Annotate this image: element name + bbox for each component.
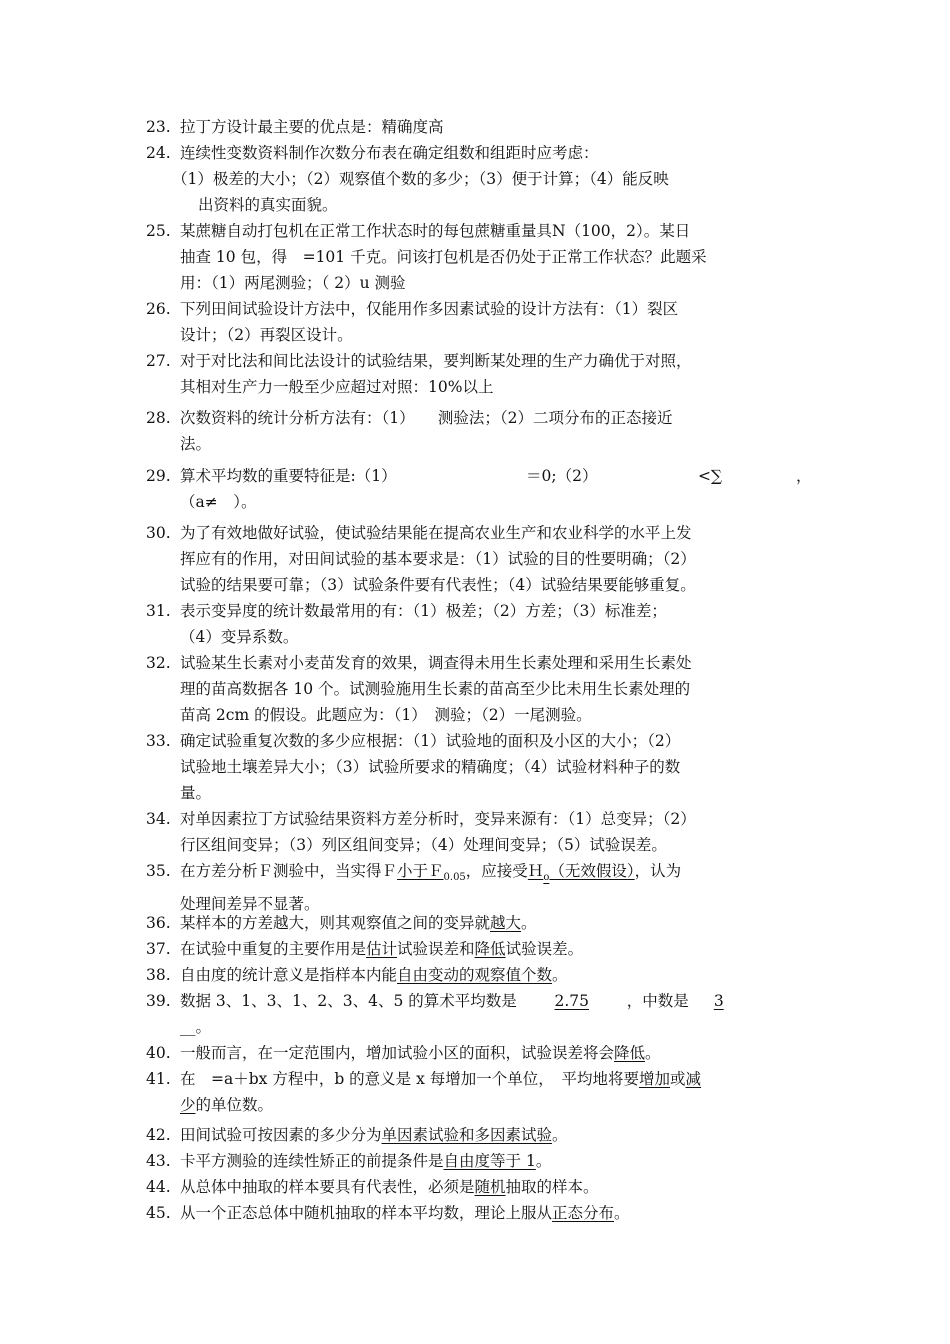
- question-text-row: [146, 1092, 816, 1118]
- question-text: 量。: [180, 784, 212, 802]
- subscript-text: 0.05: [443, 872, 466, 883]
- question-34: [146, 806, 816, 858]
- answer-text: 减: [685, 1070, 702, 1088]
- question-text: 连续性变数资料制作次数分布表在确定组数和组距时应考虑：: [180, 144, 599, 162]
- question-text: 试验某生长素对小麦苗发育的效果，调查得未用生长素处理和采用生长素处: [180, 654, 692, 672]
- question-text: 算术平均数的重要特征是:（1）: [180, 467, 397, 485]
- question-30: [146, 520, 816, 598]
- question-text: 次数资料的统计分析方法有：（1） 测验法；（2）二项分布的正态接近: [180, 409, 673, 427]
- question-32: [146, 650, 816, 728]
- question-text: 抽查 10 包，得 =101 千克。问该打包机是否仍处于正常工作状态？此题采: [180, 248, 707, 266]
- question-number: 41.: [146, 1070, 171, 1088]
- answer-text: 降低: [474, 940, 506, 958]
- answer-text: 少: [180, 1096, 196, 1114]
- question-text: 卡平方测验的连续性矫正的前提条件是: [180, 1152, 444, 1170]
- question-text-row: [146, 910, 816, 936]
- question-text: 挥应有的作用，对田间试验的基本要求是：（1）试验的目的性要明确；（2）: [180, 550, 696, 568]
- question-text: 。: [614, 1204, 630, 1222]
- question-number: 45.: [146, 1204, 171, 1222]
- answer-text: 小于Ｆ: [397, 862, 444, 880]
- question-text: 从一个正态总体中随机抽取的样本平均数，理论上服从: [180, 1204, 553, 1222]
- question-25: [146, 218, 816, 296]
- question-text: 对单因素拉丁方试验结果资料方差分析时，变异来源有：（1）总变异；（2）: [180, 810, 696, 828]
- question-37: [146, 936, 816, 962]
- question-36: [146, 910, 816, 936]
- question-text: 。: [195, 1018, 212, 1036]
- question-text-row: [146, 1148, 816, 1174]
- question-number: 40.: [146, 1044, 171, 1062]
- question-number: 23.: [146, 118, 171, 136]
- question-text: 。: [535, 1152, 552, 1170]
- question-text: 的单位数。: [195, 1096, 274, 1114]
- question-text-row: [146, 1200, 816, 1226]
- question-text: ，: [796, 467, 812, 485]
- subscript-text: o: [543, 872, 550, 883]
- question-38: [146, 962, 816, 988]
- question-text-row: [146, 936, 816, 962]
- question-text: （a≠ ）。: [180, 493, 257, 511]
- question-text: 某蔗糖自动打包机在正常工作状态时的每包蔗糖重量具N（100，2）。某日: [180, 222, 691, 240]
- question-text: 处理间差异不显著。: [180, 895, 320, 913]
- question-text: 从总体中抽取的样本要具有代表性，必须是: [180, 1178, 475, 1196]
- answer-text: 3: [713, 992, 724, 1010]
- question-text: 。: [552, 1126, 568, 1144]
- question-text: 。: [645, 1044, 661, 1062]
- question-39: [146, 988, 816, 1040]
- question-31: [146, 598, 816, 650]
- question-41: [146, 1066, 816, 1118]
- question-text: 用：（1）两尾测验；（ 2）u 测验: [180, 274, 406, 292]
- question-text: 法。: [180, 435, 212, 453]
- question-text: ，中数是: [626, 992, 689, 1010]
- question-text-row: [146, 1014, 816, 1040]
- question-number: 43.: [146, 1152, 171, 1170]
- question-text: 某样本的方差越大，则其观察值之间的变异就: [180, 914, 491, 932]
- answer-text: 正态分布: [552, 1204, 615, 1222]
- question-text: __: [180, 1018, 196, 1036]
- question-number: 39.: [146, 992, 171, 1010]
- question-text-row: [146, 858, 816, 891]
- question-text: 下列田间试验设计方法中，仅能用作多因素试验的设计方法有：（1）裂区: [180, 300, 679, 318]
- question-number: 30.: [146, 524, 171, 542]
- question-text-row: [146, 1122, 816, 1148]
- question-text: 在试验中重复的主要作用是: [180, 940, 367, 958]
- question-text: 行区组间变异；（3）列区组间变异；（4）处理间变异；（5）试验误差。: [180, 836, 667, 854]
- answer-text: 越大: [490, 914, 522, 932]
- question-number: 37.: [146, 940, 171, 958]
- question-text: 试验误差和: [397, 940, 475, 958]
- question-text: 理的苗高数据各 10 个。试测验施用生长素的苗高至少比未用生长素处理的: [180, 680, 691, 698]
- question-number: 31.: [146, 602, 171, 620]
- question-text: 为了有效地做好试验，使试验结果能在提高农业生产和农业科学的水平上发: [180, 524, 692, 542]
- question-text: 其相对生产力一般至少应超过对照：10%以上: [180, 378, 494, 396]
- question-number: 44.: [146, 1178, 171, 1196]
- question-number: 28.: [146, 409, 171, 427]
- question-43: [146, 1148, 816, 1174]
- answer-text: （无效假设）: [549, 862, 635, 880]
- question-text-row: [146, 962, 816, 988]
- answer-text: 增加: [639, 1070, 671, 1088]
- question-42: [146, 1122, 816, 1148]
- question-23: [146, 114, 816, 140]
- question-number: 24.: [146, 144, 171, 162]
- answer-text: 降低: [614, 1044, 646, 1062]
- question-text: 对于对比法和间比法设计的试验结果，要判断某处理的生产力确优于对照，: [180, 352, 692, 370]
- question-text: 试验地土壤差异大小；（3）试验所要求的精确度；（4）试验材料种子的数: [180, 758, 681, 776]
- answer-text: 估计: [366, 940, 398, 958]
- question-number: 33.: [146, 732, 171, 750]
- question-text: （4）变异系数。: [180, 628, 299, 646]
- question-28: [146, 405, 816, 457]
- question-text: <∑: [698, 467, 723, 485]
- question-text: 试验的结果要可靠；（3）试验条件要有代表性；（4）试验结果要能够重复。: [180, 576, 696, 594]
- question-text: 苗高 2cm 的假设。此题应为：（1） 测验；（2）一尾测验。: [180, 706, 592, 724]
- question-text-row: [146, 1174, 816, 1200]
- answer-text: 自由度等于 1: [443, 1152, 536, 1170]
- question-text: 。: [552, 966, 568, 984]
- question-text: 在 =a＋bx 方程中，b 的意义是 x 每增加一个单位， 平均地将要: [180, 1070, 640, 1088]
- question-number: 42.: [146, 1126, 171, 1144]
- question-text: 抽取的样本。: [505, 1178, 599, 1196]
- question-44: [146, 1174, 816, 1200]
- answer-text: 单因素试验和多因素试验: [381, 1126, 553, 1144]
- question-text: 或: [670, 1070, 686, 1088]
- question-number: 32.: [146, 654, 171, 672]
- question-text: 自由度的统计意义是指样本内能: [180, 966, 398, 984]
- question-35: [146, 858, 816, 917]
- question-text: 。: [521, 914, 537, 932]
- question-text: ，应接受: [465, 862, 528, 880]
- answer-text: Ｈ: [527, 862, 544, 880]
- question-text: 确定试验重复次数的多少应根据：（1）试验地的面积及小区的大小；（2）: [180, 732, 681, 750]
- question-number: 27.: [146, 352, 171, 370]
- question-33: [146, 728, 816, 806]
- question-40: [146, 1040, 816, 1066]
- question-text: ＝0;（2）: [526, 467, 598, 485]
- question-26: [146, 296, 816, 348]
- answer-text: 随机: [474, 1178, 506, 1196]
- question-45: [146, 1200, 816, 1226]
- question-29: [146, 463, 816, 515]
- answer-text: 2.75: [554, 992, 589, 1010]
- question-text: 数据 3、1、3、1、2、3、4、5 的算术平均数是: [180, 992, 517, 1010]
- answer-text: 自由变动的观察值个数: [397, 966, 553, 984]
- question-text: 表示变异度的统计数最常用的有：（1）极差；（2）方差；（3）标准差；: [180, 602, 667, 620]
- question-number: 36.: [146, 914, 171, 932]
- question-text: 设计；（2）再裂区设计。: [180, 326, 353, 344]
- question-text: （1）极差的大小；（2）观察值个数的多少；（3）便于计算；（4）能反映: [172, 170, 669, 188]
- question-number: 29.: [146, 467, 171, 485]
- question-text-row: [146, 988, 816, 1014]
- question-text-row: [146, 1066, 816, 1092]
- question-number: 26.: [146, 300, 171, 318]
- question-24: [146, 140, 816, 218]
- question-text-row: [146, 463, 816, 489]
- question-text-row: [146, 1040, 816, 1066]
- question-number: 25.: [146, 222, 171, 240]
- question-27: [146, 348, 816, 400]
- question-text: 试验误差。: [505, 940, 584, 958]
- question-number: 35.: [146, 862, 171, 880]
- question-text: 田间试验可按因素的多少分为: [180, 1126, 382, 1144]
- question-number: 38.: [146, 966, 171, 984]
- question-text: 拉丁方设计最主要的优点是：精确度高: [180, 118, 444, 136]
- question-text: 在方差分析Ｆ测验中，当实得Ｆ: [180, 862, 398, 880]
- question-text: 一般而言，在一定范围内，增加试验小区的面积，试验误差将会: [180, 1044, 615, 1062]
- question-text: ，认为: [634, 862, 682, 880]
- question-text: 出资料的真实面貌。: [198, 196, 338, 214]
- question-number: 34.: [146, 810, 171, 828]
